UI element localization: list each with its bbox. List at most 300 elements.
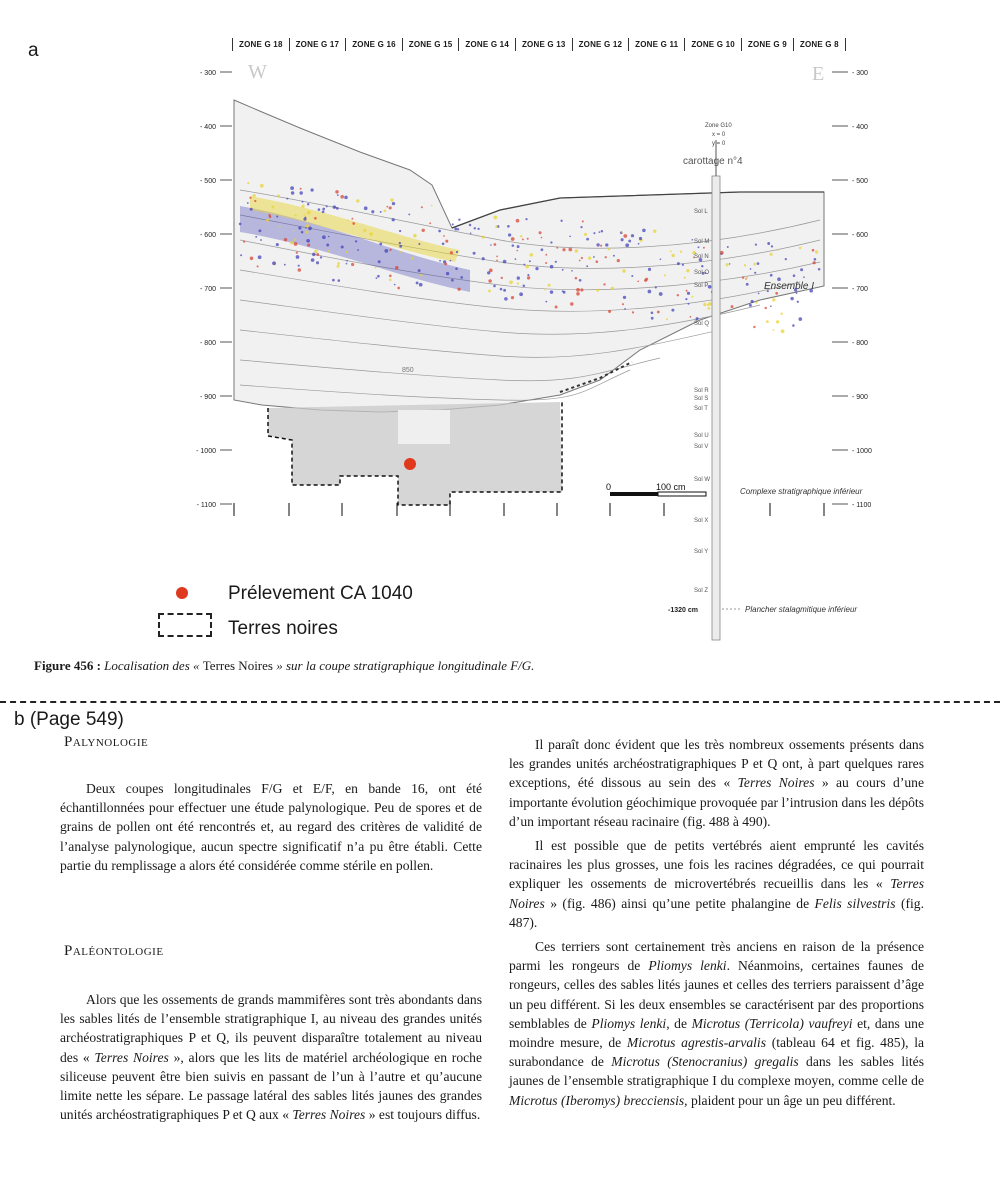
artefact-dot: [336, 207, 339, 210]
artefact-dot: [240, 254, 242, 256]
artefact-dot: [548, 284, 551, 287]
artefact-dot: [571, 270, 573, 272]
artefact-dot: [746, 283, 749, 286]
artefact-dot: [698, 246, 700, 248]
artefact-dot: [686, 269, 689, 272]
artefact-dot: [550, 265, 554, 269]
artefact-dot: [276, 243, 279, 246]
label-850: 850: [402, 367, 414, 374]
text-run-italic: Microtus agrestis-arvalis: [626, 1035, 767, 1051]
sample-point: [404, 458, 416, 470]
artefact-dot: [500, 288, 503, 291]
depth-label: - 1100: [196, 502, 216, 509]
artefact-dot: [803, 276, 805, 278]
artefact-dot: [320, 256, 322, 258]
artefact-dot: [696, 317, 699, 320]
artefact-dot: [363, 229, 366, 232]
artefact-dot: [588, 256, 591, 259]
artefact-dot: [452, 223, 454, 225]
artefact-dot: [458, 219, 460, 221]
artefact-dot: [754, 263, 757, 266]
zone-x-label: x = 0: [712, 132, 726, 138]
artefact-dot: [659, 292, 663, 296]
artefact-dot: [529, 260, 531, 262]
panel-a-label: a: [28, 40, 39, 61]
soil-label: Sol S: [694, 396, 709, 402]
artefact-dot: [570, 302, 573, 305]
artefact-dot: [527, 238, 529, 240]
artefact-dot: [326, 244, 329, 247]
depth-label: - 300: [200, 70, 216, 77]
artefact-dot: [470, 232, 472, 234]
soil-label: Sol O: [694, 270, 710, 276]
artefact-dot: [258, 229, 261, 232]
depth-label: - 500: [200, 178, 216, 185]
zone-g10-label: Zone G10: [705, 123, 732, 129]
artefact-dot: [272, 261, 276, 265]
artefact-dot: [316, 253, 319, 256]
depth-label: - 1000: [852, 448, 872, 455]
artefact-dot: [438, 230, 441, 233]
text-run-italic: Terres Noires: [94, 1049, 169, 1065]
artefact-dot: [249, 197, 251, 199]
artefact-dot: [515, 258, 517, 260]
artefact-dot: [344, 196, 348, 200]
artefact-dot: [670, 250, 672, 252]
artefact-dot: [687, 292, 690, 295]
artefact-dot: [677, 262, 680, 265]
artefact-dot: [657, 311, 660, 314]
right-column: [509, 735, 924, 1115]
soil-label: Sol N: [694, 254, 709, 260]
artefact-dot: [247, 202, 249, 204]
artefact-dot: [770, 305, 772, 307]
legend-terres-noires-marker: [158, 613, 212, 637]
text-run-italic: Microtus (Stenocranius) gregalis: [611, 1054, 799, 1070]
artefact-dot: [755, 244, 757, 246]
artefact-dot: [535, 267, 538, 270]
artefact-dot: [707, 307, 710, 310]
artefact-dot: [596, 289, 599, 292]
artefact-dot: [389, 206, 392, 209]
soil-label: Sol X: [694, 518, 709, 524]
artefact-dot: [418, 243, 420, 245]
right-depth-scale: [832, 70, 872, 509]
text-run: Il est possible que de petits vertébrés aient emprunté les cavités racinaires les plus grosses, une fois les racines dégradées, ce qui pourrait expliquer les ossements de microvertébrés recueillis dans les «: [509, 838, 924, 892]
depth-label: - 600: [852, 232, 868, 239]
artefact-dot: [314, 250, 317, 253]
artefact-dot: [625, 243, 629, 247]
artefact-dot: [291, 191, 294, 194]
artefact-dot: [799, 247, 802, 250]
artefact-dot: [818, 268, 821, 271]
artefact-dot: [623, 234, 627, 238]
artefact-dot: [399, 251, 401, 253]
artefact-dot: [677, 294, 679, 296]
paleontologie-paragraph: [60, 990, 482, 1124]
artefact-dot: [608, 310, 611, 313]
artefact-dot: [250, 257, 254, 261]
artefact-dot: [781, 329, 785, 333]
artefact-dot: [613, 255, 615, 257]
artefact-dot: [608, 248, 611, 251]
artefact-dot: [290, 186, 294, 190]
artefact-dot: [545, 301, 547, 303]
zone-y-label: y = 0: [712, 141, 726, 147]
artefact-dot: [338, 279, 341, 282]
caption-label: Figure 456 :: [34, 658, 101, 673]
artefact-dot: [579, 260, 581, 262]
artefact-dot: [545, 254, 547, 256]
artefact-dot: [284, 264, 286, 266]
artefact-dot: [266, 219, 269, 222]
artefact-dot: [469, 224, 472, 227]
artefact-dot: [568, 248, 572, 252]
artefact-dot: [651, 317, 654, 320]
artefact-dot: [622, 269, 626, 273]
artefact-dot: [260, 239, 262, 241]
right-paragraph-1: [509, 735, 924, 831]
artefact-dot: [648, 268, 651, 271]
artefact-dot: [812, 249, 815, 252]
artefact-dot: [257, 265, 259, 267]
scale-zero: 0: [606, 482, 612, 492]
text-run: , plaident pour un âge un peu différent.: [684, 1092, 896, 1108]
artefact-dot: [333, 205, 337, 209]
artefact-dot: [346, 251, 348, 253]
artefact-dot: [586, 265, 588, 267]
left-depth-scale: [196, 70, 232, 509]
artefact-dot: [751, 300, 754, 303]
artefact-dot: [378, 260, 381, 263]
artefact-dot: [477, 228, 479, 230]
artefact-dot: [773, 329, 775, 331]
artefact-dot: [445, 240, 448, 243]
artefact-dot: [397, 287, 400, 290]
artefact-dot: [279, 226, 281, 228]
artefact-dot: [351, 263, 354, 266]
artefact-dot: [495, 225, 498, 228]
artefact-dot: [631, 275, 633, 277]
artefact-dot: [671, 254, 674, 257]
artefact-dot: [346, 260, 348, 262]
depth-label: - 900: [200, 394, 216, 401]
scale-end: 100 cm: [656, 482, 686, 492]
artefact-dot: [450, 251, 453, 254]
artefact-dot: [512, 244, 515, 247]
text-run: (tableau 64 et fig. 485), la surabondance de: [509, 1035, 925, 1070]
caption-text-3: » sur la coupe stratigraphique longitudinale F/G.: [272, 658, 535, 673]
artefact-dot: [294, 214, 296, 216]
artefact-dot: [593, 232, 595, 234]
artefact-dot: [301, 204, 304, 207]
depth-label: - 900: [852, 394, 868, 401]
artefact-dot: [375, 267, 377, 269]
palynologie-paragraph: Deux coupes longitudinales F/G et E/F, en bande 16, ont été échantillonnées pour effectuer une étude palynologique. Peu de spores et de grains de pollen ont été rencontrés et, au regard des critères de validité de l’analyse palynologique, aucun spectre significatif n’a pu être établi. Cette partie du remplissage a alors été considérée comme stérile en pollen.: [60, 781, 482, 873]
artefact-dot: [328, 236, 330, 238]
zone-label: ZONE G 13: [515, 38, 572, 51]
artefact-dot: [376, 277, 378, 279]
artefact-dot: [660, 258, 662, 260]
soil-label: Sol U: [694, 433, 709, 439]
artefact-dot: [284, 238, 287, 241]
artefact-dot: [644, 279, 647, 282]
artefact-dot: [684, 277, 686, 279]
artefact-dot: [392, 202, 395, 205]
artefact-dot: [328, 250, 330, 252]
artefact-dot: [744, 264, 746, 266]
artefact-dot: [311, 258, 315, 262]
artefact-dot: [639, 237, 642, 240]
artefact-dot: [369, 232, 373, 236]
artefact-dot: [742, 276, 744, 278]
artefact-dot: [421, 206, 423, 208]
artefact-dot: [503, 289, 506, 292]
legend-sample-label: Prélevement CA 1040: [228, 583, 413, 604]
artefact-dot: [298, 265, 300, 267]
artefact-dot: [326, 205, 328, 207]
artefact-dot: [691, 239, 693, 241]
artefact-dot: [793, 274, 796, 277]
artefact-dot: [766, 320, 769, 323]
artefact-dot: [703, 303, 706, 306]
artefact-dot: [575, 277, 578, 280]
artefact-dot: [356, 199, 359, 202]
artefact-dot: [622, 303, 624, 305]
soil-label: Sol P: [694, 283, 709, 289]
artefact-dot: [539, 231, 542, 234]
zone-label: ZONE G 8: [793, 38, 846, 51]
artefact-dot: [576, 288, 580, 292]
depth-label: - 400: [852, 124, 868, 131]
artefact-dot: [420, 274, 423, 277]
artefact-dot: [389, 278, 392, 281]
artefact-dot: [596, 243, 599, 246]
artefact-dot: [286, 198, 288, 200]
artefact-dot: [584, 233, 587, 236]
artefact-dot: [757, 262, 760, 265]
artefact-dot: [395, 266, 398, 269]
depth-bottom-label: -1320 cm: [668, 607, 698, 614]
artefact-dot: [439, 260, 441, 262]
artefact-dot: [790, 297, 793, 300]
artefact-dot: [638, 243, 640, 245]
artefact-dot: [457, 228, 459, 230]
zone-label: ZONE G 18: [232, 38, 289, 51]
artefact-dot: [544, 289, 546, 291]
artefact-dot: [595, 260, 598, 263]
artefact-dot: [355, 240, 357, 242]
artefact-dot: [600, 245, 602, 247]
artefact-dot: [473, 252, 476, 255]
artefact-dot: [586, 238, 589, 241]
artefact-dot: [550, 241, 552, 243]
artefact-dot: [304, 214, 306, 216]
artefact-dot: [451, 279, 454, 282]
text-run: Alors que les ossements de grands mammifères sont très abondants dans les sables lités de l’ensemble stratigraphique I, au niveau des grandes unités archéostratigraphiques P et Q, ils peuvent disparaître totalement au niveau des «: [60, 992, 482, 1065]
ensemble-label: Ensemble I: [764, 281, 815, 292]
artefact-dot: [555, 261, 557, 263]
artefact-dot: [346, 263, 348, 265]
right-paragraph-3: [509, 937, 924, 1110]
artefact-dot: [792, 324, 795, 327]
artefact-dot: [431, 205, 433, 207]
artefact-dot: [322, 208, 325, 211]
artefact-dot: [576, 292, 580, 296]
artefact-dot: [517, 245, 520, 248]
artefact-dot: [314, 217, 317, 220]
zone-label: ZONE G 16: [345, 38, 402, 51]
artefact-dot: [569, 235, 571, 237]
soil-label: Sol M: [694, 239, 710, 245]
artefact-dot: [493, 285, 496, 288]
text-run-italic: Terres Noires: [737, 775, 815, 791]
artefact-dot: [394, 284, 396, 286]
text-run-italic: Microtus (Iberomys) brecciensis: [509, 1092, 685, 1108]
plancher-label: Plancher stalagmitique inférieur: [745, 605, 858, 614]
artefact-dot: [490, 244, 492, 246]
caption-text-2: Terres Noires: [202, 658, 273, 673]
artefact-dot: [605, 256, 607, 258]
depth-label: - 500: [852, 178, 868, 185]
artefact-dot: [653, 230, 656, 233]
complexe-label: Complexe stratigraphique inférieur: [740, 487, 863, 496]
artefact-dot: [429, 222, 431, 224]
artefact-dot: [421, 229, 424, 232]
artefact-dot: [796, 292, 798, 294]
artefact-dot: [523, 264, 525, 266]
depth-label: - 300: [852, 70, 868, 77]
artefact-dot: [642, 229, 646, 233]
artefact-dot: [579, 279, 582, 282]
depth-label: - 400: [200, 124, 216, 131]
artefact-dot: [294, 242, 298, 246]
artefact-dot: [599, 231, 601, 233]
text-run: » (fig. 486) ainsi qu’une petite phalangine de: [544, 895, 815, 911]
artefact-dot: [296, 255, 300, 259]
zone-label: ZONE G 9: [741, 38, 793, 51]
artefact-dot: [298, 226, 301, 229]
artefact-dot: [680, 251, 682, 253]
artefact-dot: [611, 287, 614, 290]
zone-label: ZONE G 12: [572, 38, 629, 51]
artefact-dot: [399, 230, 401, 232]
light-patch: [398, 410, 450, 444]
artefact-dot: [525, 265, 529, 269]
artefact-dot: [648, 290, 652, 294]
artefact-dot: [260, 184, 264, 188]
artefact-dot: [496, 256, 498, 258]
artefact-dot: [545, 262, 547, 264]
artefact-dot: [482, 257, 485, 260]
depth-label: - 1000: [196, 448, 216, 455]
artefact-dot: [351, 218, 353, 220]
artefact-dot: [729, 263, 731, 265]
artefact-dot: [541, 248, 544, 251]
artefact-dot: [290, 241, 293, 244]
artefact-dot: [685, 298, 687, 300]
artefact-dot: [494, 216, 498, 220]
artefact-dot: [562, 269, 564, 271]
artefact-dot: [307, 203, 309, 205]
palynologie-text: [60, 779, 482, 875]
artefact-dot: [389, 249, 391, 251]
text-run: (fig. 487).: [509, 895, 924, 930]
artefact-dot: [750, 268, 752, 270]
artefact-dot: [560, 220, 562, 222]
text-run: » est toujours diffus.: [365, 1107, 481, 1123]
artefact-dot: [511, 237, 515, 241]
artefact-dot: [637, 280, 639, 282]
soil-label: Sol Z: [694, 588, 709, 594]
artefact-dot: [418, 269, 421, 272]
artefact-dot: [593, 256, 595, 258]
artefact-dot: [322, 210, 325, 213]
artefact-dot: [580, 226, 582, 228]
artefact-dot: [601, 230, 603, 232]
artefact-dot: [703, 247, 705, 249]
text-run-italic: Microtus (Terricola) vaufreyi: [691, 1015, 853, 1031]
artefact-dot: [306, 224, 310, 228]
artefact-dot: [389, 274, 392, 277]
artefact-dot: [384, 249, 388, 253]
text-run: , de: [666, 1015, 692, 1031]
artefact-dot: [686, 290, 688, 292]
soil-label: Sol L: [694, 209, 708, 215]
compass-west: W: [248, 61, 267, 83]
artefact-dot: [603, 283, 605, 285]
heading-palynologie: Palynologie: [64, 734, 149, 750]
zone-label: ZONE G 14: [458, 38, 515, 51]
artefact-dot: [527, 274, 529, 276]
artefact-dot: [455, 267, 458, 270]
artefact-dot: [258, 255, 262, 259]
artefact-dot: [749, 304, 752, 307]
artefact-dot: [753, 326, 755, 328]
artefact-dot: [562, 248, 565, 251]
caption-text-1: Localisation des «: [100, 658, 203, 673]
artefact-dot: [507, 225, 510, 228]
artefact-dot: [581, 257, 583, 259]
artefact-dot: [296, 252, 298, 254]
artefact-dot: [442, 243, 445, 246]
artefact-dot: [623, 296, 626, 299]
artefact-dot: [399, 245, 402, 248]
depth-label: - 600: [200, 232, 216, 239]
artefact-dot: [772, 298, 775, 301]
artefact-dot: [384, 209, 387, 212]
artefact-dot: [293, 230, 295, 232]
figure-caption: [34, 658, 534, 674]
heading-paleontologie: Paléontologie: [64, 943, 164, 959]
artefact-dot: [357, 249, 359, 251]
artefact-dot: [725, 263, 728, 266]
artefact-dot: [371, 210, 374, 213]
artefact-dot: [379, 242, 382, 245]
scale-bar: [606, 482, 706, 496]
artefact-dot: [457, 288, 460, 291]
artefact-dot: [785, 258, 787, 260]
artefact-dot: [814, 258, 817, 261]
artefact-dot: [517, 282, 519, 284]
text-run: » au cours d’une importante évolution géochimique provoquée par l’intrusion dans les dépôts d’un important réseau racinaire (fig. 488 à 490).: [509, 775, 924, 829]
artefact-dot: [443, 235, 445, 237]
artefact-dot: [255, 236, 257, 238]
artefact-dot: [707, 304, 709, 306]
artefact-dot: [624, 308, 626, 310]
artefact-dot: [337, 262, 340, 265]
artefact-dot: [305, 231, 308, 234]
